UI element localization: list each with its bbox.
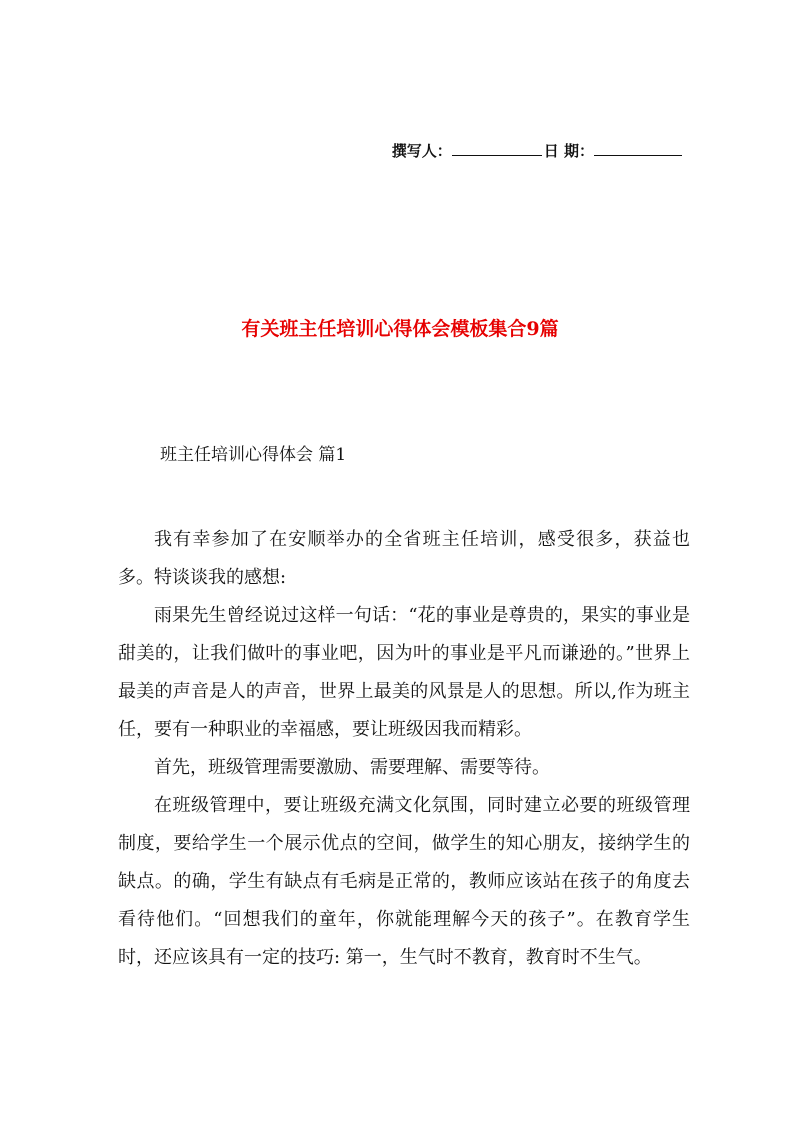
paragraph: 首先，班级管理需要激励、需要理解、需要等待。: [154, 757, 550, 778]
body-text: [118, 521, 690, 977]
date-label: 日 期：: [543, 142, 594, 160]
section-heading: 班主任培训心得体会 篇1: [160, 445, 347, 465]
document-title: 有关班主任培训心得体会模板集合9篇: [241, 318, 559, 340]
author-date-line: [392, 140, 682, 161]
author-label: 撰写人：: [391, 142, 452, 160]
paragraph: 雨果先生曾经说过这样一句话：“花的事业是尊贵的，果实的事业是甜美的，让我们做叶的事业吧，因为叶的事业是平凡而谦逊的。”世界上最美的声音是人的声音，世界上最美的风景是人的思想。所以,作为班主任，要有一种职业的幸福感，要让班级因我而精彩。: [118, 605, 690, 740]
paragraph: 在班级管理中，要让班级充满文化氛围，同时建立必要的班级管理制度，要给学生一个展示优点的空间，做学生的知心朋友，接纳学生的缺点。的确，学生有缺点有毛病是正常的，教师应该站在孩子的角度去看待他们。“回想我们的童年，你就能理解今天的孩子”。在教育学生时，还应该具有一定的技巧: 第一，生气时不教育，教育时不生气。: [118, 795, 690, 968]
author-blank: [452, 141, 542, 156]
date-blank: [594, 141, 682, 156]
paragraph: 我有幸参加了在安顺举办的全省班主任培训，感受很多，获益也多。特谈谈我的感想:: [118, 529, 690, 588]
